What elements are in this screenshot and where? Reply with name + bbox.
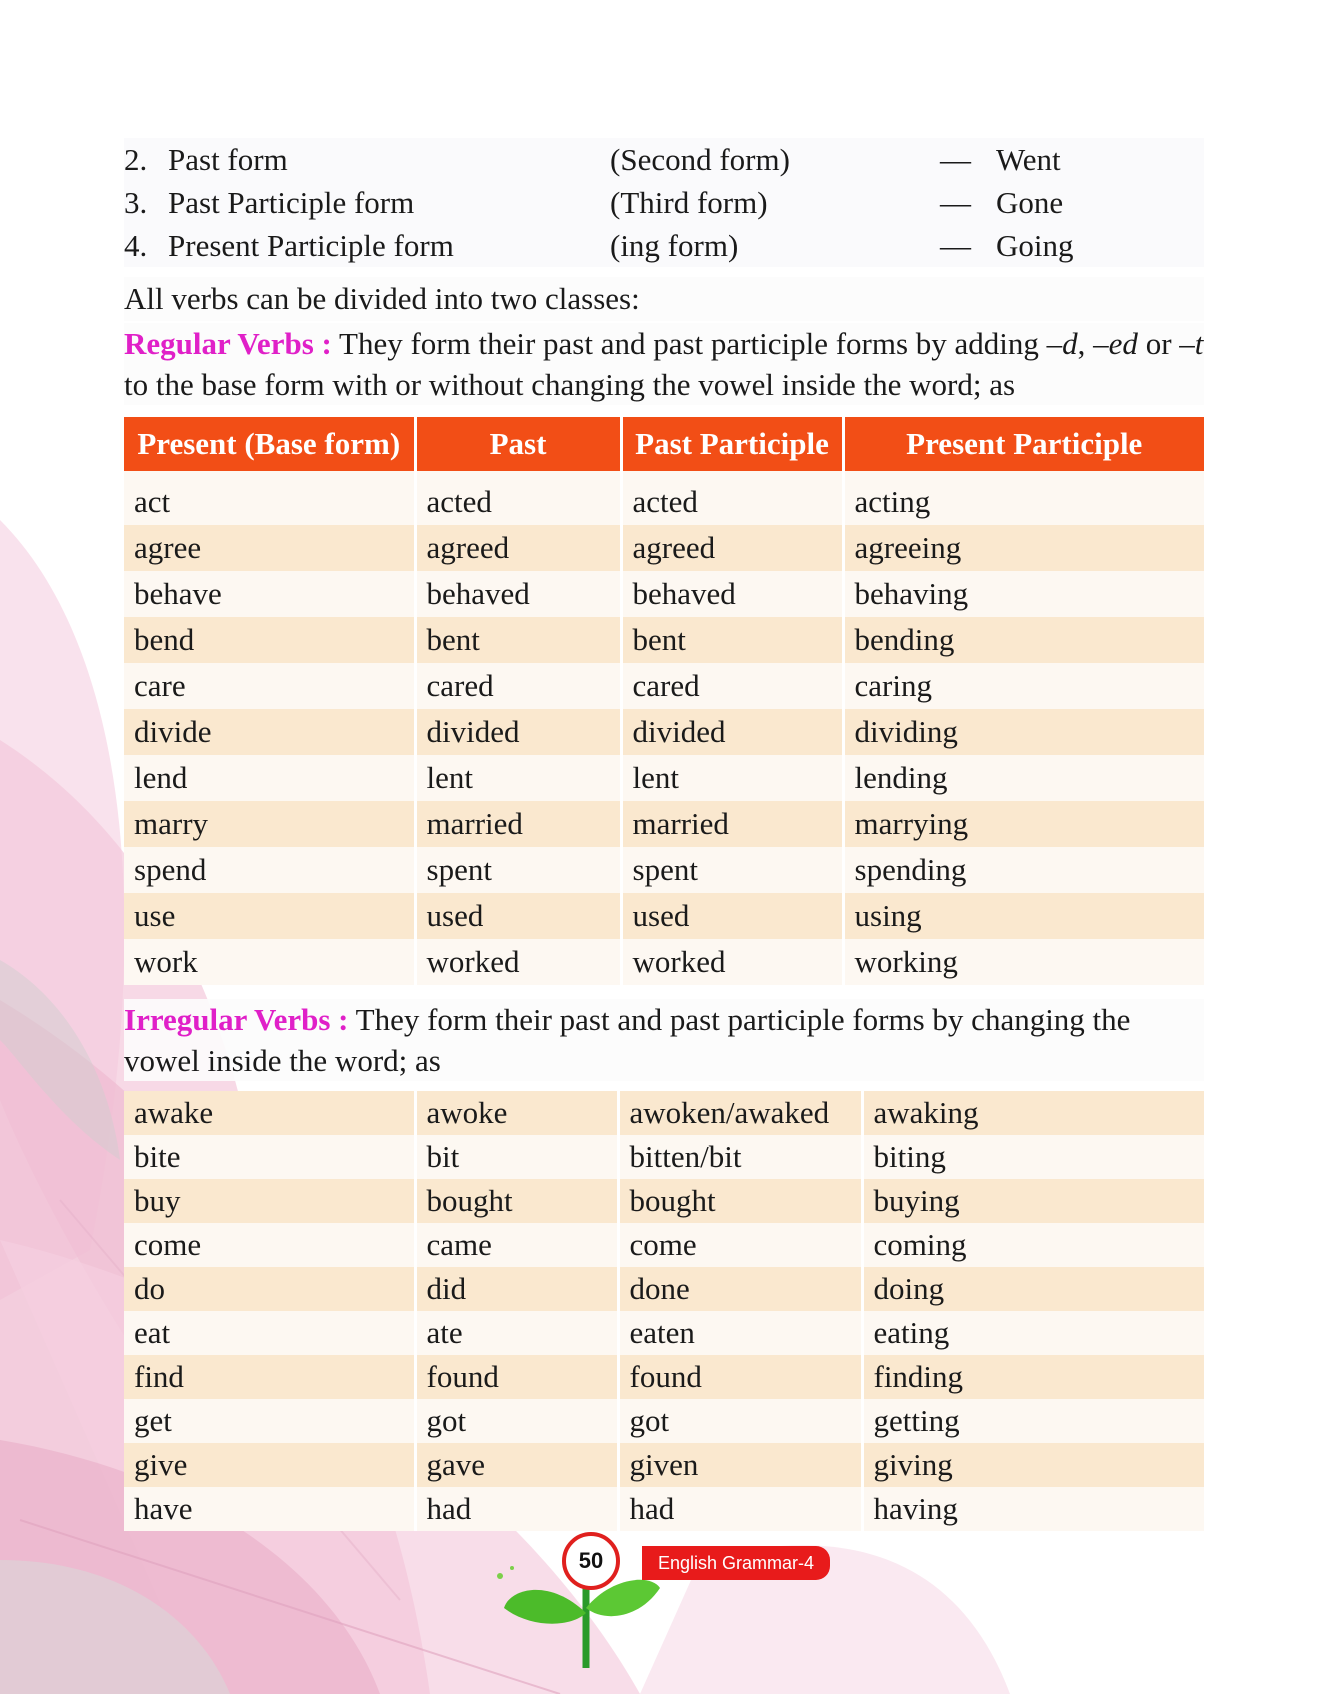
table-cell: come (618, 1223, 862, 1267)
table-cell: agreed (415, 525, 621, 571)
table-cell: divided (415, 709, 621, 755)
page-footer (490, 1518, 850, 1678)
table-cell: coming (862, 1223, 1204, 1267)
table-cell: spent (415, 847, 621, 893)
table-cell: found (618, 1355, 862, 1399)
table-cell: caring (843, 663, 1204, 709)
table-cell: awoken/awaked (618, 1091, 862, 1135)
table-cell: bitten/bit (618, 1135, 862, 1179)
table-cell: bent (415, 617, 621, 663)
table-row (124, 1179, 1204, 1223)
list-number: 2. (124, 141, 148, 177)
table-cell: working (843, 939, 1204, 985)
table-cell: did (415, 1267, 618, 1311)
table-row (124, 847, 1204, 893)
comma: , (1077, 326, 1094, 361)
suffix-ed: –ed (1093, 326, 1138, 361)
table-cell: lent (415, 755, 621, 801)
table-cell: came (415, 1223, 618, 1267)
table-cell: having (862, 1487, 1204, 1531)
table-cell: doing (862, 1267, 1204, 1311)
table-cell: do (124, 1267, 415, 1311)
em-dash: — (940, 184, 971, 220)
table-cell: bite (124, 1135, 415, 1179)
table-cell: awaking (862, 1091, 1204, 1135)
table-cell: worked (621, 939, 843, 985)
table-cell: come (124, 1223, 415, 1267)
table-cell: finding (862, 1355, 1204, 1399)
table-cell: eat (124, 1311, 415, 1355)
table-cell: gave (415, 1443, 618, 1487)
table-cell: acted (621, 471, 843, 525)
form-row-past (124, 138, 1204, 181)
table-cell: used (415, 893, 621, 939)
regular-verbs-table (124, 417, 1204, 985)
table-cell: divide (124, 709, 415, 755)
table-cell: behave (124, 571, 415, 617)
table-cell: awoke (415, 1091, 618, 1135)
table-cell: give (124, 1443, 415, 1487)
table-cell: using (843, 893, 1204, 939)
table-row (124, 617, 1204, 663)
table-cell: had (415, 1487, 618, 1531)
table-cell: care (124, 663, 415, 709)
header-past-participle: Past Participle (621, 417, 843, 471)
form-row-past-participle (124, 181, 1204, 224)
table-cell: cared (621, 663, 843, 709)
table-cell: dividing (843, 709, 1204, 755)
table-cell: ate (415, 1311, 618, 1355)
table-row (124, 663, 1204, 709)
form-example: Gone (996, 184, 1064, 220)
table-cell: eating (862, 1311, 1204, 1355)
table-cell: agree (124, 525, 415, 571)
table-cell: given (618, 1443, 862, 1487)
irregular-verbs-table (124, 1091, 1204, 1531)
table-row (124, 939, 1204, 985)
table-cell: get (124, 1399, 415, 1443)
form-name: Present Participle form (168, 227, 454, 263)
table-row (124, 1091, 1204, 1135)
table-cell: done (618, 1267, 862, 1311)
table-cell: bit (415, 1135, 618, 1179)
em-dash: — (940, 141, 971, 177)
table-row (124, 801, 1204, 847)
em-dash: — (940, 227, 971, 263)
table-cell: acting (843, 471, 1204, 525)
irregular-text: They form their past and past participle forms by changing the vowel inside the word; as (124, 1002, 1131, 1078)
table-cell: act (124, 471, 415, 525)
table-row (124, 1399, 1204, 1443)
table-row (124, 755, 1204, 801)
form-kind: (Third form) (610, 184, 768, 220)
list-number: 4. (124, 227, 148, 263)
irregular-verbs-heading: Irregular Verbs : (124, 1002, 349, 1037)
table-cell: eaten (618, 1311, 862, 1355)
table-cell: lend (124, 755, 415, 801)
page-number: 50 (562, 1532, 620, 1590)
table-row (124, 1135, 1204, 1179)
table-cell: spending (843, 847, 1204, 893)
table-cell: giving (862, 1443, 1204, 1487)
form-example: Went (996, 141, 1061, 177)
table-cell: buy (124, 1179, 415, 1223)
form-name: Past form (168, 141, 288, 177)
table-row (124, 893, 1204, 939)
table-cell: awake (124, 1091, 415, 1135)
regular-text-a: They form their past and past participle forms by adding (331, 326, 1047, 361)
table-cell: behaved (621, 571, 843, 617)
table-row (124, 1311, 1204, 1355)
table-cell: use (124, 893, 415, 939)
table-cell: behaving (843, 571, 1204, 617)
table-cell: spend (124, 847, 415, 893)
irregular-verbs-paragraph (124, 999, 1204, 1081)
suffix-t: –t (1179, 326, 1204, 361)
table-cell: married (621, 801, 843, 847)
table-cell: biting (862, 1135, 1204, 1179)
form-kind: (Second form) (610, 141, 790, 177)
table-row (124, 709, 1204, 755)
form-name: Past Participle form (168, 184, 415, 220)
table-cell: found (415, 1355, 618, 1399)
book-title-tag: English Grammar-4 (642, 1546, 830, 1580)
table-cell: lending (843, 755, 1204, 801)
table-row (124, 1267, 1204, 1311)
suffix-d: –d (1046, 326, 1078, 361)
table-cell: had (618, 1487, 862, 1531)
table-cell: marrying (843, 801, 1204, 847)
table-cell: bought (415, 1179, 618, 1223)
page-content (124, 138, 1204, 1531)
intro-text: All verbs can be divided into two classes: (124, 277, 1204, 321)
table-cell: bending (843, 617, 1204, 663)
table-cell: married (415, 801, 621, 847)
table-row (124, 471, 1204, 525)
header-past: Past (415, 417, 621, 471)
regular-text-b: or (1137, 326, 1180, 361)
table-cell: getting (862, 1399, 1204, 1443)
table-cell: buying (862, 1179, 1204, 1223)
table-cell: cared (415, 663, 621, 709)
list-number: 3. (124, 184, 148, 220)
table-cell: spent (621, 847, 843, 893)
header-present-base: Present (Base form) (124, 417, 415, 471)
header-present-participle: Present Participle (843, 417, 1204, 471)
table-cell: bent (621, 617, 843, 663)
form-example: Going (996, 227, 1074, 263)
table-cell: behaved (415, 571, 621, 617)
table-cell: have (124, 1487, 415, 1531)
table-cell: bought (618, 1179, 862, 1223)
table-cell: find (124, 1355, 415, 1399)
regular-verbs-paragraph (124, 323, 1204, 405)
table-cell: got (618, 1399, 862, 1443)
regular-text-c: to the base form with or without changing the vowel inside the word; as (124, 367, 1016, 402)
table-cell: acted (415, 471, 621, 525)
table-cell: bend (124, 617, 415, 663)
table-cell: used (621, 893, 843, 939)
table-row (124, 525, 1204, 571)
table-cell: divided (621, 709, 843, 755)
regular-verbs-heading: Regular Verbs : (124, 326, 332, 361)
form-row-present-participle (124, 224, 1204, 267)
table-row (124, 571, 1204, 617)
table-row (124, 1443, 1204, 1487)
table-row (124, 1223, 1204, 1267)
verb-forms-list (124, 138, 1204, 267)
table-cell: worked (415, 939, 621, 985)
table-cell: marry (124, 801, 415, 847)
table-cell: got (415, 1399, 618, 1443)
table-cell: work (124, 939, 415, 985)
table-cell: lent (621, 755, 843, 801)
table-header-row (124, 417, 1204, 471)
form-kind: (ing form) (610, 227, 739, 263)
table-row (124, 1355, 1204, 1399)
table-cell: agreeing (843, 525, 1204, 571)
table-cell: agreed (621, 525, 843, 571)
